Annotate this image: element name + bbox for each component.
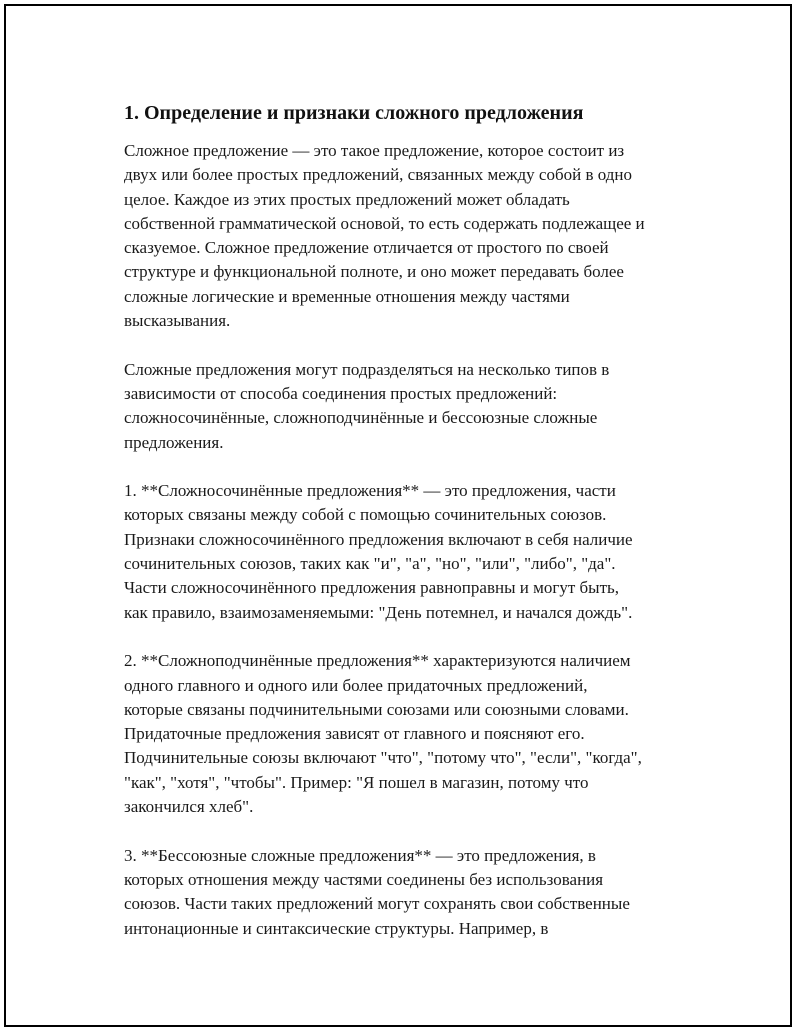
text-line: сложные логические и временные отношения между частями [124, 286, 570, 306]
text-line: целое. Каждое из этих простых предложений может обладать [124, 189, 570, 209]
text-line: Сложные предложения могут подразделяться на несколько типов в [124, 359, 610, 379]
text-line: 1. **Сложносочинённые предложения** — это предложения, части [124, 481, 616, 501]
paragraph-complex [124, 649, 714, 819]
text-line: сказуемое. Сложное предложение отличается от простого по своей [124, 238, 609, 258]
paragraph-definition [124, 139, 714, 333]
text-line: зависимости от способа соединения простых предложений: [124, 383, 558, 403]
page-frame [4, 4, 792, 1027]
text-line: высказывания. [124, 311, 231, 331]
text-line: сложносочинённые, сложноподчинённые и бессоюзные сложные [124, 408, 598, 428]
section-heading: 1. Определение и признаки сложного предложения [124, 102, 584, 124]
paragraph-asyndetic [124, 844, 714, 941]
text-line: предложения. [124, 432, 224, 452]
text-line: закончился хлеб". [124, 797, 254, 817]
text-line: Сложное предложение — это такое предложение, которое состоит из [124, 141, 625, 160]
text-line: интонационные и синтаксические структуры. Например, в [124, 918, 549, 938]
paragraph-types [124, 358, 714, 455]
text-line: структуре и функциональной полноте, и оно может передавать более [124, 262, 624, 282]
text-line: союзов. Части таких предложений могут сохранять свои собственные [124, 894, 630, 914]
text-line: 2. **Сложноподчинённые предложения** характеризуются наличием [124, 651, 631, 671]
text-line: которых связаны между собой с помощью сочинительных союзов. [124, 505, 607, 525]
paragraph-compound [124, 479, 714, 625]
text-line: как правило, взаимозаменяемыми: "День потемнел, и начался дождь". [124, 602, 633, 622]
text-line: Подчинительные союзы включают "что", "потому что", "если", "когда", [124, 748, 642, 768]
text-line: которых отношения между частями соединены без использования [124, 869, 604, 889]
text-line: которые связаны подчинительными союзами или союзными словами. [124, 699, 629, 719]
text-line: Части сложносочинённого предложения равноправны и могут быть, [124, 578, 620, 598]
text-line: Придаточные предложения зависят от главного и поясняют его. [124, 724, 585, 744]
document-body [124, 100, 714, 965]
text-line: сочинительных союзов, таких как "и", "а", "но", "или", "либо", "да". [124, 554, 616, 574]
text-line: 3. **Бессоюзные сложные предложения** — это предложения, в [124, 845, 596, 865]
text-line: двух или более простых предложений, связанных между собой в одно [124, 165, 632, 185]
text-line: Признаки сложносочинённого предложения включают в себя наличие [124, 529, 633, 549]
text-line: одного главного и одного или более придаточных предложений, [124, 675, 588, 695]
text-line: "как", "хотя", "чтобы". Пример: "Я пошел в магазин, потому что [124, 772, 589, 792]
text-line: собственной грамматической основой, то есть содержать подлежащее и [124, 213, 645, 233]
